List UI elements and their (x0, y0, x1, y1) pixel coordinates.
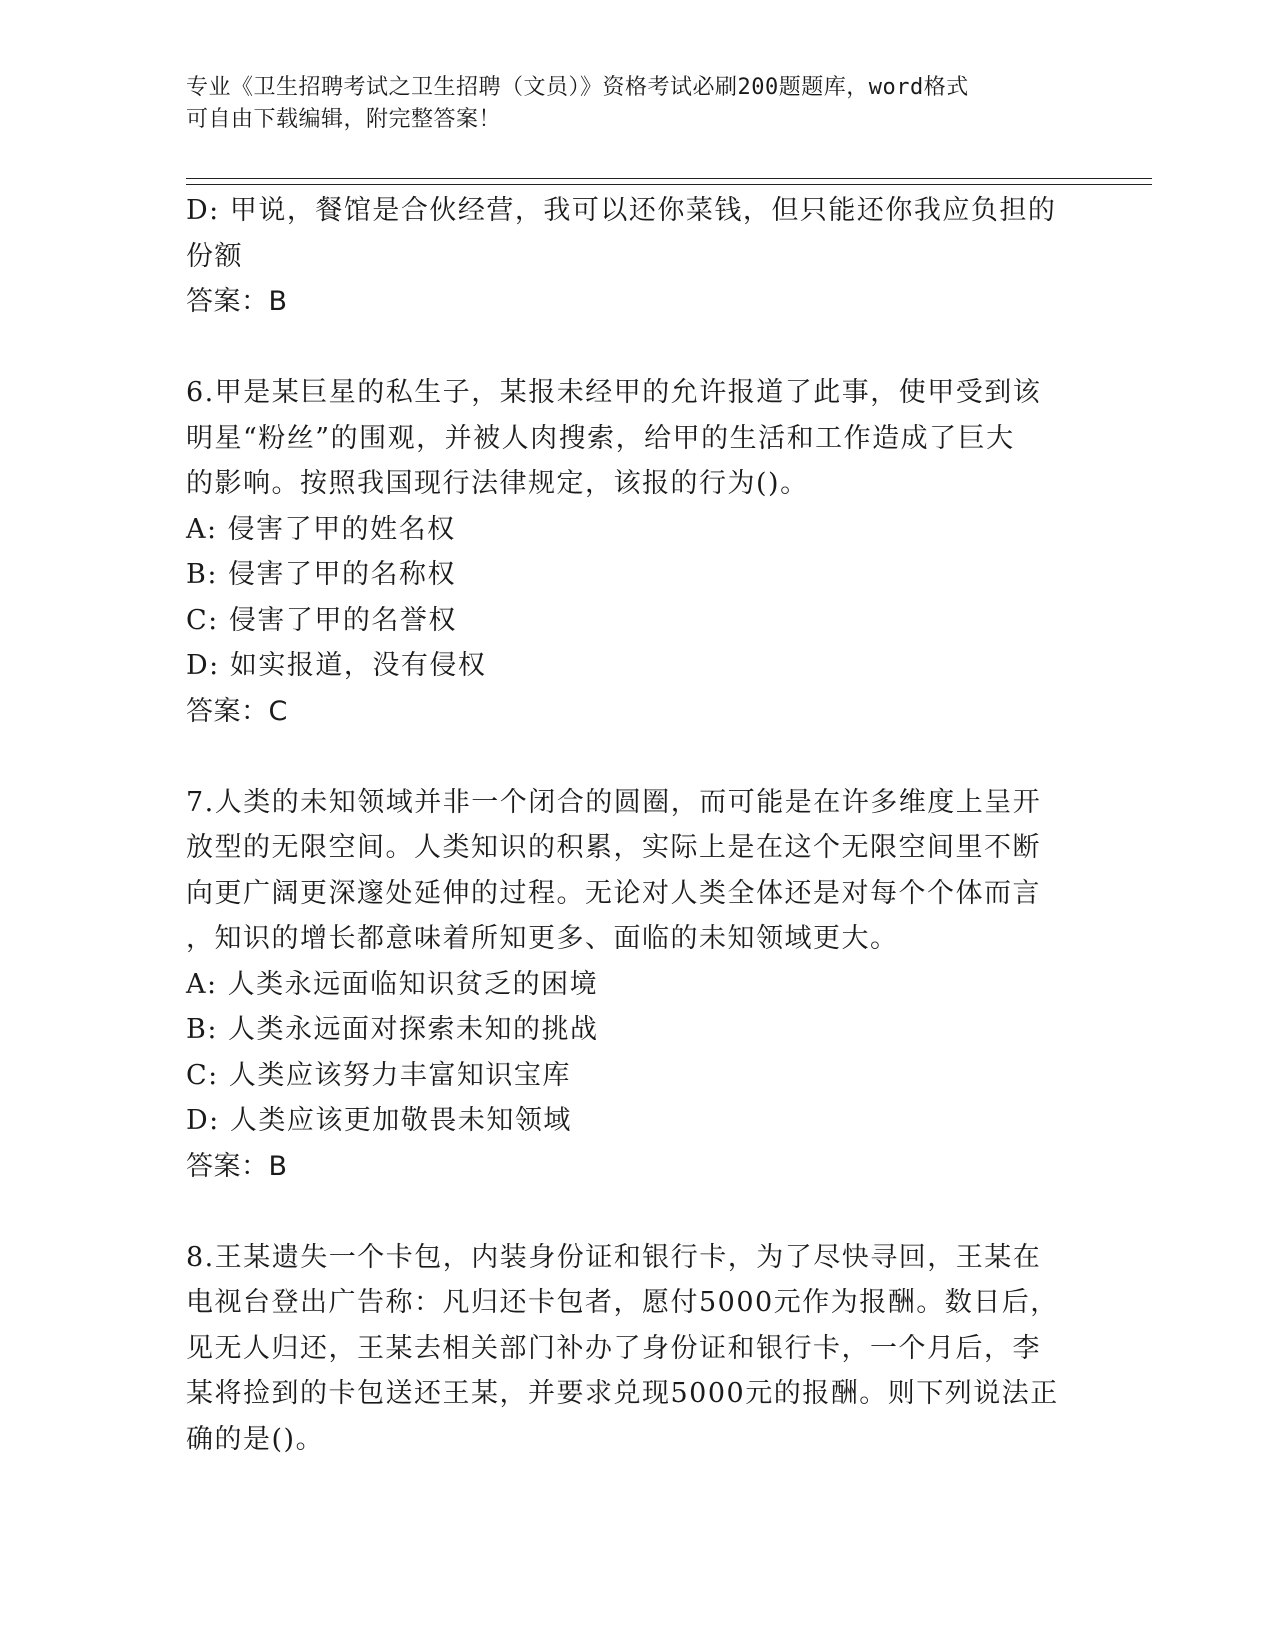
q7-option-b: B: 人类永远面对探索未知的挑战 (186, 1014, 599, 1045)
q8-stem-line-4: 某将捡到的卡包送还王某，并要求兑现5000元的报酬。则下列说法正 (186, 1378, 1059, 1409)
q7-stem-line-3: 向更广阔更深邃处延伸的过程。无论对人类全体还是对每个个体而言 (186, 877, 1041, 909)
q6-stem-line-2: 明星“粉丝”的围观，并被人肉搜索，给甲的生活和工作造成了巨大 (186, 422, 1015, 454)
q6-option-b: B: 侵害了甲的名称权 (186, 559, 457, 590)
q5-option-d-line-2: 份额 (186, 240, 243, 272)
q6-answer: 答案：C (186, 695, 288, 727)
document-header (186, 72, 1066, 136)
question-5-tail (186, 188, 1086, 325)
q7-option-c: C: 人类应该努力丰富知识宝库 (186, 1059, 571, 1091)
header-line-2: 可自由下载编辑，附完整答案！ (186, 107, 502, 132)
header-divider-top (186, 178, 1152, 179)
question-8 (186, 1235, 1086, 1463)
q6-option-d: D: 如实报道，没有侵权 (186, 650, 487, 681)
q7-option-d: D: 人类应该更加敬畏未知领域 (186, 1105, 572, 1136)
q7-stem-line-2: 放型的无限空间。人类知识的积累，实际上是在这个无限空间里不断 (186, 832, 1041, 863)
q8-stem-line-1: 8.王某遗失一个卡包，内装身份证和银行卡，为了尽快寻回，王某在 (186, 1241, 1042, 1273)
q6-stem-line-3: 的影响。按照我国现行法律规定，该报的行为()。 (186, 468, 809, 499)
question-7 (186, 780, 1086, 1190)
q5-answer: 答案：B (186, 286, 288, 317)
q8-stem-line-3: 见无人归还，王某去相关部门补办了身份证和银行卡，一个月后，李 (186, 1332, 1041, 1364)
q6-stem-line-1: 6.甲是某巨星的私生子，某报未经甲的允许报道了此事，使甲受到该 (186, 377, 1042, 408)
q6-option-a: A: 侵害了甲的姓名权 (186, 513, 456, 545)
spacer (186, 1189, 1086, 1235)
question-6 (186, 370, 1086, 734)
q7-stem-line-1: 7.人类的未知领域并非一个闭合的圆圈，而可能是在许多维度上呈开 (186, 786, 1042, 818)
spacer (186, 325, 1086, 371)
q7-stem-line-4: ，知识的增长都意味着所知更多、面临的未知领域更大。 (186, 923, 899, 954)
q8-stem-line-5: 确的是()。 (186, 1423, 325, 1455)
q8-stem-line-2: 电视台登出广告称：凡归还卡包者，愿付5000元作为报酬。数日后， (186, 1287, 1059, 1318)
q7-answer: 答案：B (186, 1150, 288, 1182)
q6-option-c: C: 侵害了甲的名誉权 (186, 604, 457, 636)
q5-option-d-line-1: D: 甲说，餐馆是合伙经营，我可以还你菜钱，但只能还你我应负担的 (186, 195, 1057, 226)
question-content (186, 188, 1086, 1462)
header-line-1: 专业《卫生招聘考试之卫生招聘（文员）》资格考试必刷200题题库，word格式 (186, 75, 969, 100)
q7-option-a: A: 人类永远面临知识贫乏的困境 (186, 968, 599, 1000)
spacer (186, 734, 1086, 780)
header-divider-bottom (186, 184, 1152, 185)
